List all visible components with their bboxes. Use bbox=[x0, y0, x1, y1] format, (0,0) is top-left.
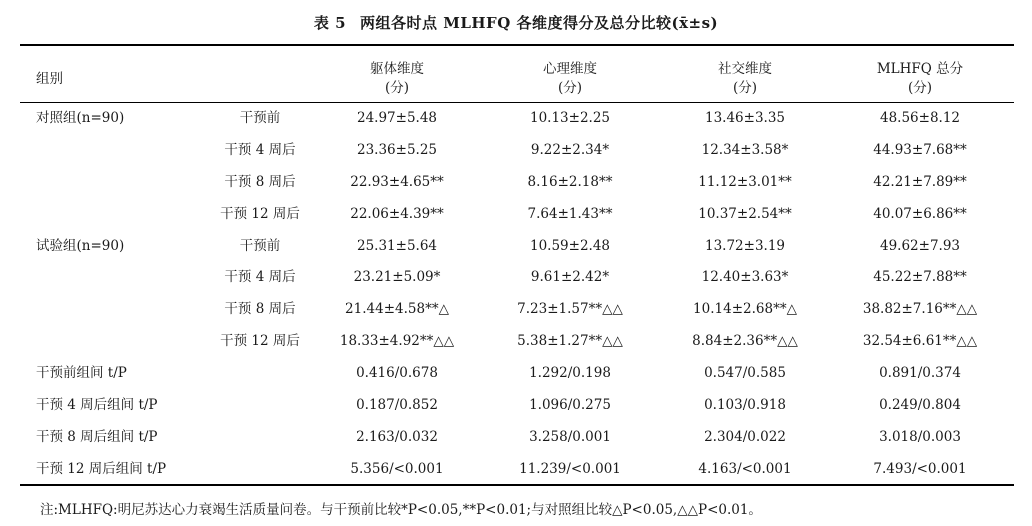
table-cell: 32.54±6.61**△△ bbox=[862, 333, 978, 349]
table-cell: 1.096/0.275 bbox=[529, 397, 611, 413]
table-cell: 40.07±6.86** bbox=[873, 206, 967, 222]
table-cell: 0.547/0.585 bbox=[704, 365, 786, 381]
table-cell: 0.416/0.678 bbox=[356, 365, 438, 381]
stat-label: 干预前组间 t/P bbox=[36, 365, 127, 381]
table-cell: 2.304/0.022 bbox=[704, 429, 786, 445]
table-cell: 5.356/<0.001 bbox=[350, 461, 444, 477]
table-cell: 3.258/0.001 bbox=[529, 429, 611, 445]
header-col-4-unit: (分) bbox=[907, 80, 933, 96]
table-cell: 18.33±4.92**△△ bbox=[339, 333, 455, 349]
row-time: 干预前 bbox=[239, 238, 281, 254]
table-cell: 7.23±1.57**△△ bbox=[517, 301, 623, 317]
table-cell: 5.38±1.27**△△ bbox=[517, 333, 623, 349]
table-cell: 48.56±8.12 bbox=[879, 110, 961, 126]
row-time: 干预 4 周后 bbox=[224, 269, 296, 285]
table-cell: 0.249/0.804 bbox=[879, 397, 961, 413]
table-cell: 25.31±5.64 bbox=[356, 238, 438, 254]
table-cell: 45.22±7.88** bbox=[873, 269, 967, 285]
table-cell: 38.82±7.16**△△ bbox=[862, 301, 978, 317]
table-cell: 10.37±2.54** bbox=[698, 206, 792, 222]
table-cell: 8.84±2.36**△△ bbox=[692, 333, 798, 349]
table-cell: 10.59±2.48 bbox=[529, 238, 611, 254]
table-cell: 11.12±3.01** bbox=[698, 174, 792, 190]
row-time: 干预 12 周后 bbox=[220, 206, 300, 222]
header-col-3 bbox=[718, 60, 772, 98]
stat-label: 干预 12 周后组间 t/P bbox=[36, 461, 167, 477]
header-col-4-name: MLHFQ 总分 bbox=[876, 61, 964, 77]
stat-label: 干预 4 周后组间 t/P bbox=[36, 397, 158, 413]
table-cell: 0.103/0.918 bbox=[704, 397, 786, 413]
table-footnote: 注:MLHFQ:明尼苏达心力衰竭生活质量问卷。与干预前比较*P<0.05,**P<0.01;与对照组比较△P<0.05,△△P<0.01。 bbox=[40, 502, 762, 518]
table-cell: 23.21±5.09* bbox=[353, 269, 441, 285]
table-cell: 12.40±3.63* bbox=[701, 269, 789, 285]
header-rule bbox=[20, 102, 1014, 103]
header-col-4 bbox=[877, 60, 963, 98]
table-cell: 3.018/0.003 bbox=[879, 429, 961, 445]
table-cell: 7.64±1.43** bbox=[527, 206, 613, 222]
table-caption: 两组各时点 MLHFQ 各维度得分及总分比较(x̄±s) bbox=[360, 14, 719, 32]
table-cell: 10.13±2.25 bbox=[529, 110, 611, 126]
table-cell: 10.14±2.68**△ bbox=[693, 301, 797, 317]
row-time: 干预前 bbox=[239, 110, 281, 126]
table-cell: 42.21±7.89** bbox=[873, 174, 967, 190]
header-col-3-unit: (分) bbox=[732, 80, 758, 96]
table-cell: 21.44±4.58**△ bbox=[345, 301, 449, 317]
table-cell: 23.36±5.25 bbox=[356, 142, 438, 158]
table-cell: 13.46±3.35 bbox=[704, 110, 786, 126]
table-cell: 22.93±4.65** bbox=[350, 174, 444, 190]
table-cell: 4.163/<0.001 bbox=[698, 461, 792, 477]
table-cell: 0.891/0.374 bbox=[879, 365, 961, 381]
table-cell: 44.93±7.68** bbox=[873, 142, 967, 158]
table-cell: 2.163/0.032 bbox=[356, 429, 438, 445]
header-col-1-name: 躯体维度 bbox=[370, 61, 424, 77]
table-title bbox=[0, 12, 1032, 33]
group-label-control: 对照组(n=90) bbox=[36, 110, 125, 126]
row-time: 干预 8 周后 bbox=[224, 301, 296, 317]
header-col-3-name: 社交维度 bbox=[718, 61, 772, 77]
header-col-2 bbox=[543, 60, 597, 98]
header-col-1-unit: (分) bbox=[384, 80, 410, 96]
table-cell: 9.22±2.34* bbox=[530, 142, 610, 158]
header-col-2-name: 心理维度 bbox=[543, 61, 597, 77]
table-cell: 24.97±5.48 bbox=[356, 110, 438, 126]
table-cell: 8.16±2.18** bbox=[527, 174, 613, 190]
table-cell: 1.292/0.198 bbox=[529, 365, 611, 381]
table-cell: 13.72±3.19 bbox=[704, 238, 786, 254]
header-group: 组别 bbox=[36, 71, 63, 87]
table-cell: 9.61±2.42* bbox=[530, 269, 610, 285]
table-cell: 22.06±4.39** bbox=[350, 206, 444, 222]
table-cell: 7.493/<0.001 bbox=[873, 461, 967, 477]
table-cell: 12.34±3.58* bbox=[701, 142, 789, 158]
table-number: 表 5 bbox=[313, 14, 347, 32]
row-time: 干预 12 周后 bbox=[220, 333, 300, 349]
row-time: 干预 4 周后 bbox=[224, 142, 296, 158]
top-rule bbox=[20, 44, 1014, 46]
table-cell: 11.239/<0.001 bbox=[519, 461, 621, 477]
table-cell: 49.62±7.93 bbox=[879, 238, 961, 254]
table-cell: 0.187/0.852 bbox=[356, 397, 438, 413]
group-label-trial: 试验组(n=90) bbox=[36, 238, 125, 254]
header-col-2-unit: (分) bbox=[557, 80, 583, 96]
stat-label: 干预 8 周后组间 t/P bbox=[36, 429, 158, 445]
row-time: 干预 8 周后 bbox=[224, 174, 296, 190]
bottom-rule bbox=[20, 484, 1014, 486]
header-col-1 bbox=[370, 60, 424, 98]
